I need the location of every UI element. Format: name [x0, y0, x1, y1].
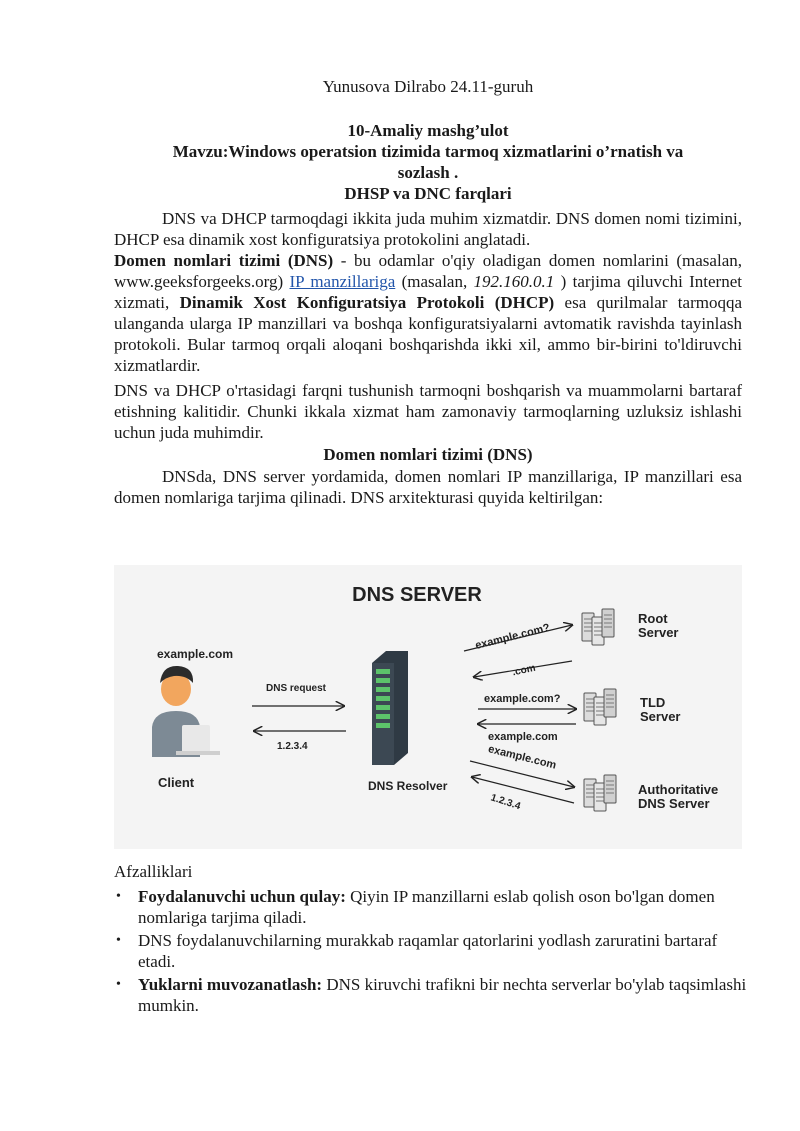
- ip-example: 192.160.0.1: [473, 272, 555, 291]
- client-person-icon: [152, 666, 220, 757]
- root-query-label: example.com?: [474, 621, 552, 652]
- dns-response-label: 1.2.3.4: [277, 741, 308, 752]
- dns-request-label: DNS request: [266, 683, 327, 694]
- dhcp-term: Dinamik Xost Konfiguratsiya Protokoli (DHCP): [179, 293, 555, 312]
- bullet-icon: •: [116, 933, 121, 948]
- root-reply-label: .com: [511, 662, 537, 679]
- list-item: [114, 930, 754, 972]
- dns-architecture-diagram: [114, 565, 742, 849]
- auth-query-label: example.com: [486, 743, 558, 772]
- bullet-icon: •: [116, 977, 121, 992]
- ip-addresses-link[interactable]: IP manzillariga: [289, 272, 396, 291]
- definition-text-2: (masalan,: [395, 272, 474, 291]
- advantages-list: [114, 886, 754, 1016]
- paragraph-definitions: [114, 250, 742, 376]
- tld-label-1: TLD: [640, 695, 666, 710]
- section-title-dns: Domen nomlari tizimi (DNS): [323, 445, 533, 464]
- paragraph-dns-architecture: DNSda, DNS server yordamida, domen nomlari IP manzillariga, IP manzillari esa domen nomlariga tarjima qilinadi. DNS arxitekturasi quyida keltirilgan:: [114, 467, 742, 507]
- section-title-dhcp-dns: DHSP va DNC farqlari: [344, 184, 512, 203]
- list-item: [114, 886, 754, 928]
- tld-reply-label: example.com: [488, 731, 558, 743]
- tld-label-2: Server: [640, 709, 681, 724]
- advantage-text: DNS kiruvchi trafikni bir nechta serverlar bo'ylab taqsimlashi mumkin.: [138, 975, 747, 1015]
- paragraph-intro: DNS va DHCP tarmoqdagi ikkita juda muhim xizmatdir. DNS domen nomi tizimini, DHCP esa dinamik xost konfiguratsiya protokolini anglatadi.: [114, 209, 742, 249]
- client-label: Client: [158, 775, 195, 790]
- bullet-icon: •: [116, 889, 121, 904]
- advantage-bold: Yuklarni muvozanatlash:: [138, 975, 323, 994]
- root-label-2: Server: [638, 625, 679, 640]
- topic-line-2: sozlash .: [397, 163, 459, 182]
- list-item: [114, 974, 754, 1016]
- auth-reply-arrow: [472, 777, 574, 803]
- root-server-icon: [582, 609, 614, 645]
- advantage-text: Qiyin IP manzillarni eslab qolish oson bo'lgan domen nomlariga tarjima qiladi.: [138, 887, 715, 927]
- title-block: [114, 120, 742, 204]
- diagram-title: DNS SERVER: [352, 584, 482, 606]
- definition-text-1: - bu odamlar o'qiy oladigan domen nomlarini (masalan, www.geeksforgeeks.org): [114, 251, 742, 291]
- definition-text-3: ) tarjima qiluvchi Internet xizmati,: [114, 272, 742, 312]
- advantage-bold: Foydalanuvchi uchun qulay:: [138, 887, 346, 906]
- client-domain-label: example.com: [157, 647, 234, 661]
- tld-server-icon: [584, 689, 616, 725]
- author-line: Yunusova Dilrabo 24.11-guruh: [322, 77, 534, 96]
- root-label-1: Root: [638, 611, 668, 626]
- dns-resolver-server-icon: [372, 651, 408, 765]
- lesson-title: 10-Amaliy mashg’ulot: [347, 121, 509, 140]
- authoritative-server-icon: [584, 775, 616, 811]
- definition-text-4: esa qurilmalar tarmoqqa ulanganda ularga IP manzillari va boshqa konfiguratsiyalarni avtomatik ravishda tayinlash protokoli. Bular tarmoq orqali aloqani boshqarishda ikki xil, ammo bir-birini to'ldiruvchi xizmatlardir.: [114, 293, 742, 375]
- dns-resolver-label: DNS Resolver: [368, 779, 448, 793]
- auth-query-arrow: [470, 761, 574, 787]
- advantage-text: DNS foydalanuvchilarning murakkab raqamlar qatorlarini yodlash zaruratini bartaraf etadi.: [138, 931, 718, 971]
- dns-term: Domen nomlari tizimi (DNS): [114, 251, 334, 270]
- topic-line-1: Mavzu:Windows operatsion tizimida tarmoq xizmatlarini o’rnatish va: [172, 142, 684, 161]
- tld-query-label: example.com?: [484, 693, 561, 705]
- advantages-section: [114, 861, 754, 1018]
- auth-label-2: DNS Server: [638, 796, 710, 811]
- paragraph-difference: DNS va DHCP o'rtasidagi farqni tushunish tarmoqni boshqarish va muammolarni bartaraf etishning kalitidir. Chunki ikkala xizmat ham zamonaviy tarmoqlarning uzluksiz ishlashi uchun juda muhimdir.: [114, 381, 742, 442]
- auth-label-1: Authoritative: [638, 782, 719, 797]
- auth-reply-label: 1.2.3.4: [489, 792, 522, 813]
- dns-diagram-svg: [114, 565, 742, 849]
- advantages-title: Afzalliklari: [114, 862, 193, 881]
